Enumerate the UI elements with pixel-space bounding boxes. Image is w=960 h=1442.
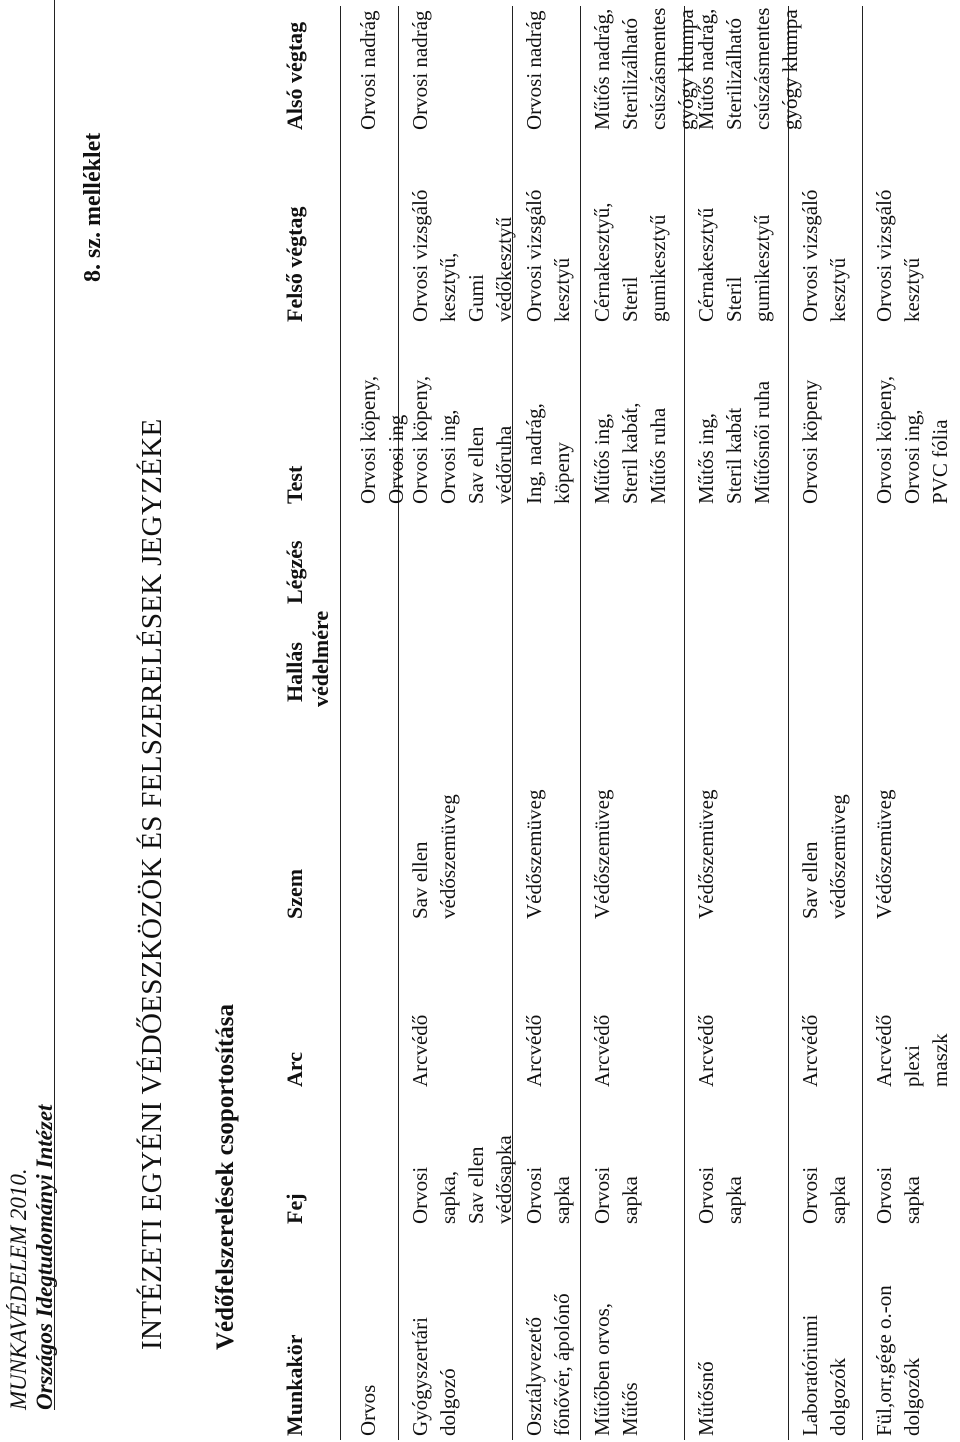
section-title: Védőfelszerelések csoportosítása — [212, 1004, 239, 1350]
table-cell-test: Orvosi köpeny, — [356, 375, 380, 504]
header-line-2: Országos Idegtudományi Intézet — [32, 1104, 57, 1410]
column-header-also: Alsó végtag — [282, 21, 307, 130]
table-cell-arc: Arcvédő — [798, 1014, 822, 1087]
table-cell-also: Orvosi nadrág — [522, 10, 546, 130]
table-cell-felso: Cérnakesztyű, — [590, 202, 614, 322]
table-cell-test: Műtős ing, — [590, 412, 614, 504]
column-header-szem: Szem — [282, 868, 307, 919]
table-cell-arc: Arcvédő — [522, 1014, 546, 1087]
table-cell-fej: Orvosi — [694, 1166, 718, 1224]
table-cell-munkakor: Műtőben orvos, — [590, 1303, 614, 1436]
table-cell-test: Sav ellen — [464, 426, 488, 504]
table-cell-munkakor: Laboratóriumi — [798, 1314, 822, 1436]
table-cell-felso: Orvosi vizsgáló — [408, 189, 432, 322]
page-title: INTÉZETI EGYÉNI VÉDŐESZKÖZÖK ÉS FELSZERELÉSEK JEGYZÉKE — [136, 418, 168, 1350]
table-cell-also: csúszásmentes — [750, 7, 774, 130]
table-cell-felso: gumikesztyű — [646, 214, 670, 322]
table-rule — [340, 6, 341, 1440]
table-cell-munkakor: Műtős — [618, 1382, 642, 1436]
table-cell-test: Steril kabát, — [618, 402, 642, 504]
table-cell-felso: Orvosi vizsgáló — [872, 189, 896, 322]
table-cell-munkakor: Orvos — [356, 1384, 380, 1436]
table-cell-test: Steril kabát — [722, 407, 746, 504]
table-cell-also: Műtős nadrág, — [590, 8, 614, 130]
column-header-munkakor: Munkakör — [282, 1334, 307, 1436]
table-cell-test: PVC fólia — [928, 419, 952, 504]
table-cell-test: védőruha — [492, 425, 516, 504]
column-header-test: Test — [282, 465, 307, 504]
table-cell-test: Orvosi ing, — [436, 409, 460, 504]
table-cell-test: Műtős ruha — [646, 407, 670, 504]
table-cell-arc: Arcvédő — [590, 1014, 614, 1087]
table-cell-also: gyógy klumpa — [778, 9, 802, 130]
table-cell-arc: Arcvédő — [408, 1014, 432, 1087]
table-cell-munkakor: Osztályvezető — [522, 1317, 546, 1436]
column-header-fej: Fej — [282, 1193, 307, 1224]
table-cell-arc: Arcvédő — [872, 1014, 896, 1087]
table-cell-felso: Orvosi vizsgáló — [798, 189, 822, 322]
table-cell-arc: maszk — [928, 1033, 952, 1087]
header-rule — [54, 0, 55, 1410]
column-header-hallas — [282, 610, 334, 707]
table-cell-also: Orvosi nadrág — [408, 10, 432, 130]
header-line-1: MUNKAVÉDELEM 2010. — [6, 1168, 31, 1410]
table-cell-szem: Védőszemüveg — [522, 789, 546, 919]
table-cell-also: gyógy klumpa — [674, 9, 698, 130]
table-rule — [862, 6, 863, 1440]
table-cell-munkakor: dolgozók — [900, 1357, 924, 1436]
table-cell-felso: Steril — [618, 276, 642, 322]
table-rule — [684, 6, 685, 1440]
table-cell-fej: sapka, — [436, 1170, 460, 1224]
table-cell-fej: sapka — [550, 1176, 574, 1224]
table-cell-test: Orvosi köpeny, — [408, 375, 432, 504]
table-cell-felso: kesztyű — [900, 257, 924, 322]
table-cell-also: Műtős nadrág, — [694, 8, 718, 130]
column-header-hallas-line-1: Hallás — [282, 642, 307, 702]
table-cell-test: Orvosi ing — [384, 414, 408, 504]
table-cell-szem: Sav ellen — [798, 841, 822, 919]
table-cell-felso: Steril — [722, 276, 746, 322]
table-cell-szem: Védőszemüveg — [590, 789, 614, 919]
table-cell-fej: Orvosi — [590, 1166, 614, 1224]
table-cell-szem: Sav ellen — [408, 841, 432, 919]
table-cell-felso: Orvosi vizsgáló — [522, 189, 546, 322]
column-header-legzes: Légzés — [282, 540, 307, 604]
table-cell-fej: védősapka — [492, 1135, 516, 1224]
table-cell-fej: Orvosi — [522, 1166, 546, 1224]
table-cell-szem: védőszemüveg — [436, 794, 460, 919]
table-cell-also: csúszásmentes — [646, 7, 670, 130]
table-cell-test: köpeny — [550, 442, 574, 504]
table-rule — [788, 6, 789, 1440]
table-rule — [580, 6, 581, 1440]
table-cell-test: Orvosi köpeny, — [872, 375, 896, 504]
table-cell-test: Ing, nadrág, — [522, 403, 546, 504]
table-cell-munkakor: Fül,orr,gége o.-on — [872, 1285, 896, 1436]
column-header-arc: Arc — [282, 1051, 307, 1087]
table-cell-test: Orvosi köpeny — [798, 379, 822, 504]
table-cell-test: Orvosi ing, — [900, 409, 924, 504]
column-header-felso: Felső végtag — [282, 206, 307, 322]
table-cell-fej: sapka — [826, 1176, 850, 1224]
document-header — [6, 1105, 58, 1410]
table-cell-szem: Védőszemüveg — [694, 789, 718, 919]
table-cell-fej: sapka — [900, 1176, 924, 1224]
table-cell-fej: sapka — [722, 1176, 746, 1224]
table-cell-also: Sterilizálható — [618, 18, 642, 130]
table-cell-munkakor: főnővér, ápolónő — [550, 1293, 574, 1436]
table-cell-also: Orvosi nadrág — [356, 10, 380, 130]
table-cell-test: Műtősnői ruha — [750, 380, 774, 504]
table-cell-munkakor: Gyógyszertári — [408, 1317, 432, 1436]
annex-label: 8. sz. melléklet — [80, 132, 106, 282]
table-cell-arc: Arcvédő — [694, 1014, 718, 1087]
table-cell-fej: Orvosi — [872, 1166, 896, 1224]
table-cell-felso: kesztyű — [826, 257, 850, 322]
table-cell-felso: Gumi — [464, 274, 488, 322]
table-cell-test: Műtős ing, — [694, 412, 718, 504]
table-cell-munkakor: Műtősnő — [694, 1361, 718, 1436]
column-header-hallas-line-2: védelmére — [308, 610, 333, 707]
table-cell-munkakor: dolgozók — [826, 1357, 850, 1436]
table-cell-also: Sterilizálható — [722, 18, 746, 130]
table-rule — [398, 6, 399, 1440]
table-cell-felso: Cérnakesztyű — [694, 207, 718, 322]
table-cell-felso: gumikesztyű — [750, 214, 774, 322]
table-cell-szem: védőszemüveg — [826, 794, 850, 919]
table-cell-felso: védőkesztyű — [492, 217, 516, 322]
table-cell-arc: plexi — [900, 1045, 924, 1087]
table-cell-fej: Orvosi — [798, 1166, 822, 1224]
table-cell-fej: Sav ellen — [464, 1146, 488, 1224]
table-cell-szem: Védőszemüveg — [872, 789, 896, 919]
table-cell-fej: sapka — [618, 1176, 642, 1224]
table-cell-felso: kesztyű — [550, 257, 574, 322]
table-cell-fej: Orvosi — [408, 1166, 432, 1224]
table-cell-munkakor: dolgozó — [436, 1368, 460, 1436]
table-cell-felso: kesztyű, — [436, 252, 460, 322]
